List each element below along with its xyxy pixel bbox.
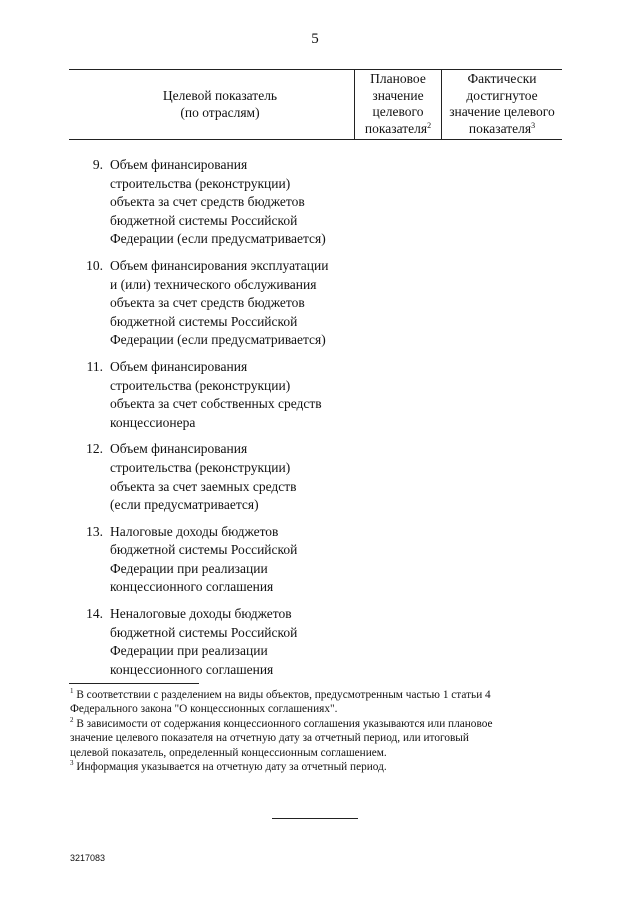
header-actual-line-2: достигнутое bbox=[466, 87, 538, 103]
header-planned-line-4: показателя bbox=[364, 120, 428, 136]
page-number: 5 bbox=[311, 31, 319, 47]
row-text: Неналоговые доходы бюджетов бюджетной системы Российской Федерации при реализации концессионного соглашения bbox=[110, 606, 298, 677]
header-indicator-line-2: (по отраслям) bbox=[180, 104, 260, 120]
header-planned-line-1: Плановое bbox=[370, 71, 426, 86]
header-actual-line-3: значение целевого bbox=[449, 104, 555, 119]
end-of-document-rule bbox=[272, 818, 358, 819]
footnote-text: Информация указывается на отчетную дату за отчетный период. bbox=[76, 761, 387, 774]
row-text: Объем финансирования эксплуатации и (или) технического обслуживания объекта за счет средств бюджетов бюджетной системы Российской Федерации (если предусматривается) bbox=[110, 257, 329, 348]
table-header-indicator bbox=[100, 88, 340, 121]
row-number: 9. bbox=[92, 157, 103, 172]
row-number: 12. bbox=[86, 441, 103, 457]
table-row bbox=[70, 257, 370, 350]
row-number: 10. bbox=[86, 257, 103, 273]
indicator-list bbox=[70, 156, 370, 687]
table-row bbox=[70, 440, 370, 514]
footnotes bbox=[70, 688, 560, 774]
footnote-2 bbox=[70, 717, 560, 760]
table-row bbox=[70, 523, 370, 597]
header-planned-line-2: значение bbox=[372, 87, 424, 103]
footnote-mark: 2 bbox=[70, 715, 74, 724]
table-row bbox=[70, 358, 370, 432]
table-row bbox=[70, 605, 370, 679]
footnote-3 bbox=[70, 760, 560, 774]
header-planned-line-3: целевого bbox=[372, 104, 424, 119]
row-number: 14. bbox=[86, 606, 103, 622]
footnote-text: В зависимости от содержания концессионного соглашения указываются или плановое значение целевого показателя на отчетную дату за отчетный период, или итоговый целевой показатель, определенный концессионным соглашением. bbox=[70, 717, 493, 759]
header-actual-line-4: показателя bbox=[468, 120, 532, 136]
footnote-ref-2: 2 bbox=[427, 120, 432, 130]
footnote-mark: 3 bbox=[70, 759, 74, 768]
row-text: Налоговые доходы бюджетов бюджетной системы Российской Федерации при реализации концессионного соглашения bbox=[110, 523, 298, 595]
row-number: 11. bbox=[86, 358, 103, 374]
row-text: Объем финансирования строительства (реконструкции) объекта за счет средств бюджетов бюджетной системы Российской Федерации (если предусматривается) bbox=[110, 157, 326, 247]
footnote-ref-3: 3 bbox=[531, 120, 536, 130]
footnote-text: В соответствии с разделением на виды объектов, предусмотренным частью 1 статьи 4 Федерального закона "О концессионных соглашениях". bbox=[70, 689, 491, 716]
table-row bbox=[70, 156, 370, 249]
document-code: 3217083 bbox=[70, 853, 106, 863]
footnote-separator bbox=[69, 683, 199, 684]
footnote-mark: 1 bbox=[70, 687, 74, 695]
table-header-top-rule bbox=[69, 69, 562, 70]
header-indicator-line-1: Целевой показатель bbox=[162, 88, 278, 103]
table-header-planned-value bbox=[355, 71, 441, 137]
header-actual-line-1: Фактически bbox=[467, 71, 537, 86]
row-text: Объем финансирования строительства (реконструкции) объекта за счет собственных средств концессионера bbox=[110, 358, 322, 430]
table-header-actual-value bbox=[442, 71, 562, 137]
footnote-1 bbox=[70, 688, 560, 717]
row-number: 13. bbox=[86, 523, 103, 539]
row-text: Объем финансирования строительства (реконструкции) объекта за счет заемных средств (если предусматривается) bbox=[110, 441, 297, 513]
table-header-bottom-rule bbox=[69, 139, 562, 140]
